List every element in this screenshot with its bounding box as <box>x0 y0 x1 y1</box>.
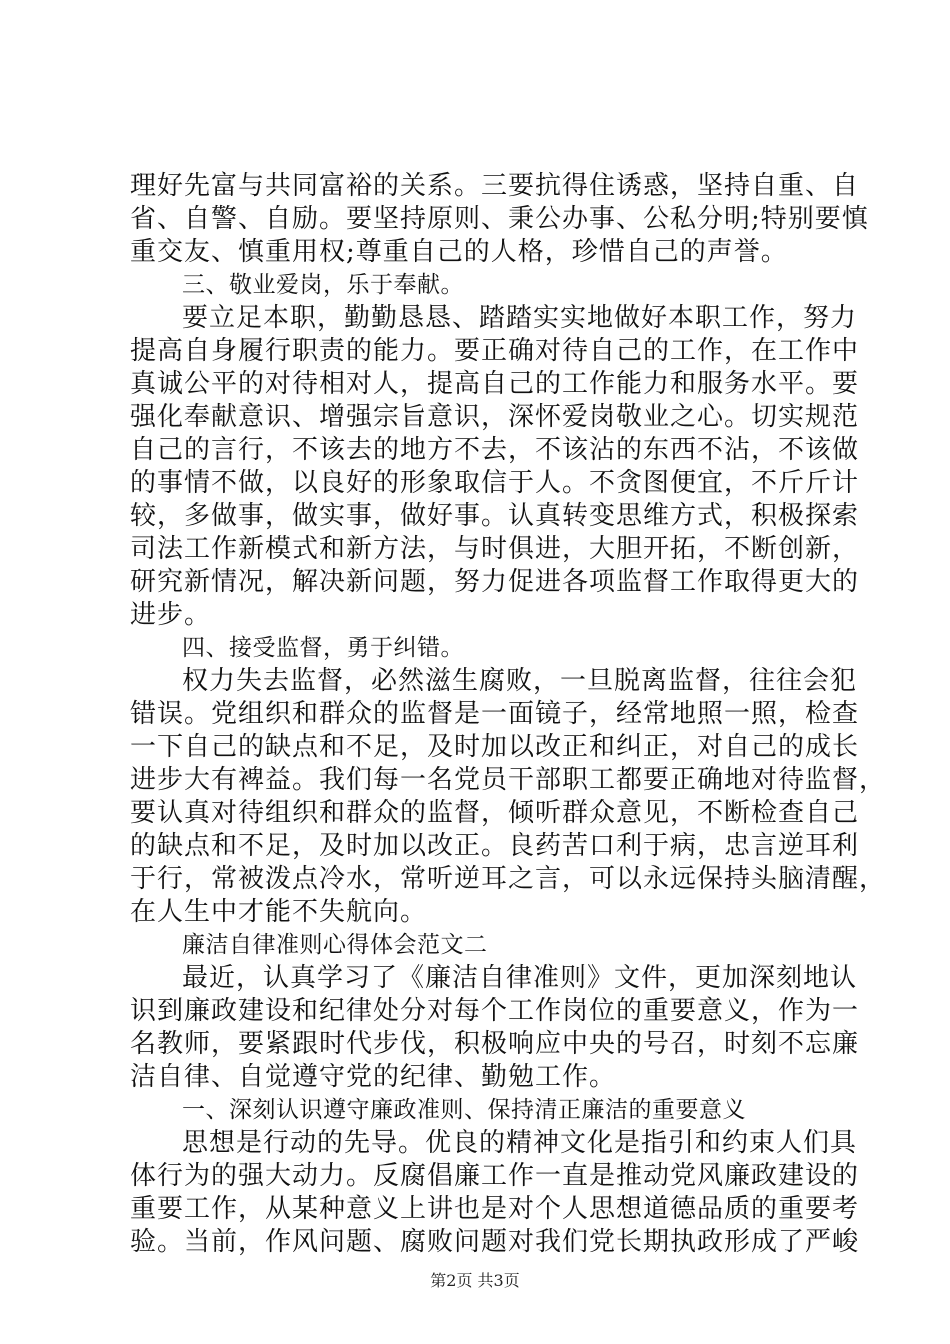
section-heading-line: 一、深刻认识遵守廉政准则、保持清正廉洁的重要意义 <box>182 1097 746 1123</box>
paragraph-line: 重交友、慎重用权;尊重自己的人格，珍惜自己的声誉。 <box>130 237 788 267</box>
paragraph-line: 的事情不做，以良好的形象取信于人。不贪图便宜，不斤斤计 <box>130 468 860 498</box>
paragraph-line: 权力失去监督，必然滋生腐败，一旦脱离监督，往往会犯 <box>182 666 858 696</box>
paragraph-line: 真诚公平的对待相对人，提高自己的工作能力和服务水平。要 <box>130 369 860 399</box>
paragraph-line: 洁自律、自觉遵守党的纪律、勤勉工作。 <box>130 1062 617 1092</box>
paragraph-line: 省、自警、自励。要坚持原则、秉公办事、公私分明;特别要慎 <box>130 204 869 234</box>
paragraph-line: 识到廉政建设和纪律处分对每个工作岗位的重要意义，作为一 <box>130 996 860 1026</box>
paragraph-line: 验。当前，作风问题、腐败问题对我们党长期执政形成了严峻 <box>130 1227 860 1257</box>
paragraph-line: 错误。党组织和群众的监督是一面镜子，经常地照一照，检查 <box>130 699 860 729</box>
section-heading-line: 四、接受监督，勇于纠错。 <box>182 635 464 661</box>
paragraph-line: 一下自己的缺点和不足，及时加以改正和纠正，对自己的成长 <box>130 732 860 762</box>
paragraph-line: 的缺点和不足，及时加以改正。良药苦口利于病，忠言逆耳利 <box>130 831 860 861</box>
paragraph-line: 体行为的强大动力。反腐倡廉工作一直是推动党风廉政建设的 <box>130 1161 860 1191</box>
paragraph-line: 要认真对待组织和群众的监督，倾听群众意见，不断检查自己 <box>130 798 860 828</box>
page-number-footer: 第2页 共3页 <box>430 1271 520 1290</box>
document-body <box>130 170 887 1259</box>
paragraph-line: 理好先富与共同富裕的关系。三要抗得住诱惑，坚持自重、自 <box>130 171 860 201</box>
paragraph-line: 最近，认真学习了《廉洁自律准则》文件，更加深刻地认 <box>182 963 858 993</box>
paragraph-line: 司法工作新模式和新方法，与时俱进，大胆开拓，不断创新， <box>130 534 860 564</box>
paragraph-line: 名教师，要紧跟时代步伐，积极响应中央的号召，时刻不忘廉 <box>130 1029 860 1059</box>
paragraph-line: 要立足本职，勤勤恳恳、踏踏实实地做好本职工作，努力 <box>182 303 858 333</box>
paragraph-line: 于行，常被泼点冷水，常听逆耳之言，可以永远保持头脑清醒， <box>130 864 887 894</box>
paragraph-line: 思想是行动的先导。优良的精神文化是指引和约束人们具 <box>182 1128 858 1158</box>
paragraph-line: 较，多做事，做实事，做好事。认真转变思维方式，积极探索 <box>130 501 860 531</box>
paragraph-line: 在人生中才能不失航向。 <box>130 897 428 927</box>
paragraph-line: 进步。 <box>130 600 212 630</box>
section-heading-line: 三、敬业爱岗，乐于奉献。 <box>182 272 464 298</box>
paragraph-line: 提高自身履行职责的能力。要正确对待自己的工作，在工作中 <box>130 336 860 366</box>
paragraph-line: 重要工作，从某种意义上讲也是对个人思想道德品质的重要考 <box>130 1194 860 1224</box>
section-heading-line: 廉洁自律准则心得体会范文二 <box>182 932 488 958</box>
paragraph-line: 强化奉献意识、增强宗旨意识，深怀爱岗敬业之心。切实规范 <box>130 402 860 432</box>
paragraph-line: 自己的言行，不该去的地方不去，不该沾的东西不沾，不该做 <box>130 435 860 465</box>
paragraph-line: 研究新情况，解决新问题，努力促进各项监督工作取得更大的 <box>130 567 860 597</box>
paragraph-line: 进步大有裨益。我们每一名党员干部职工都要正确地对待监督， <box>130 765 887 795</box>
